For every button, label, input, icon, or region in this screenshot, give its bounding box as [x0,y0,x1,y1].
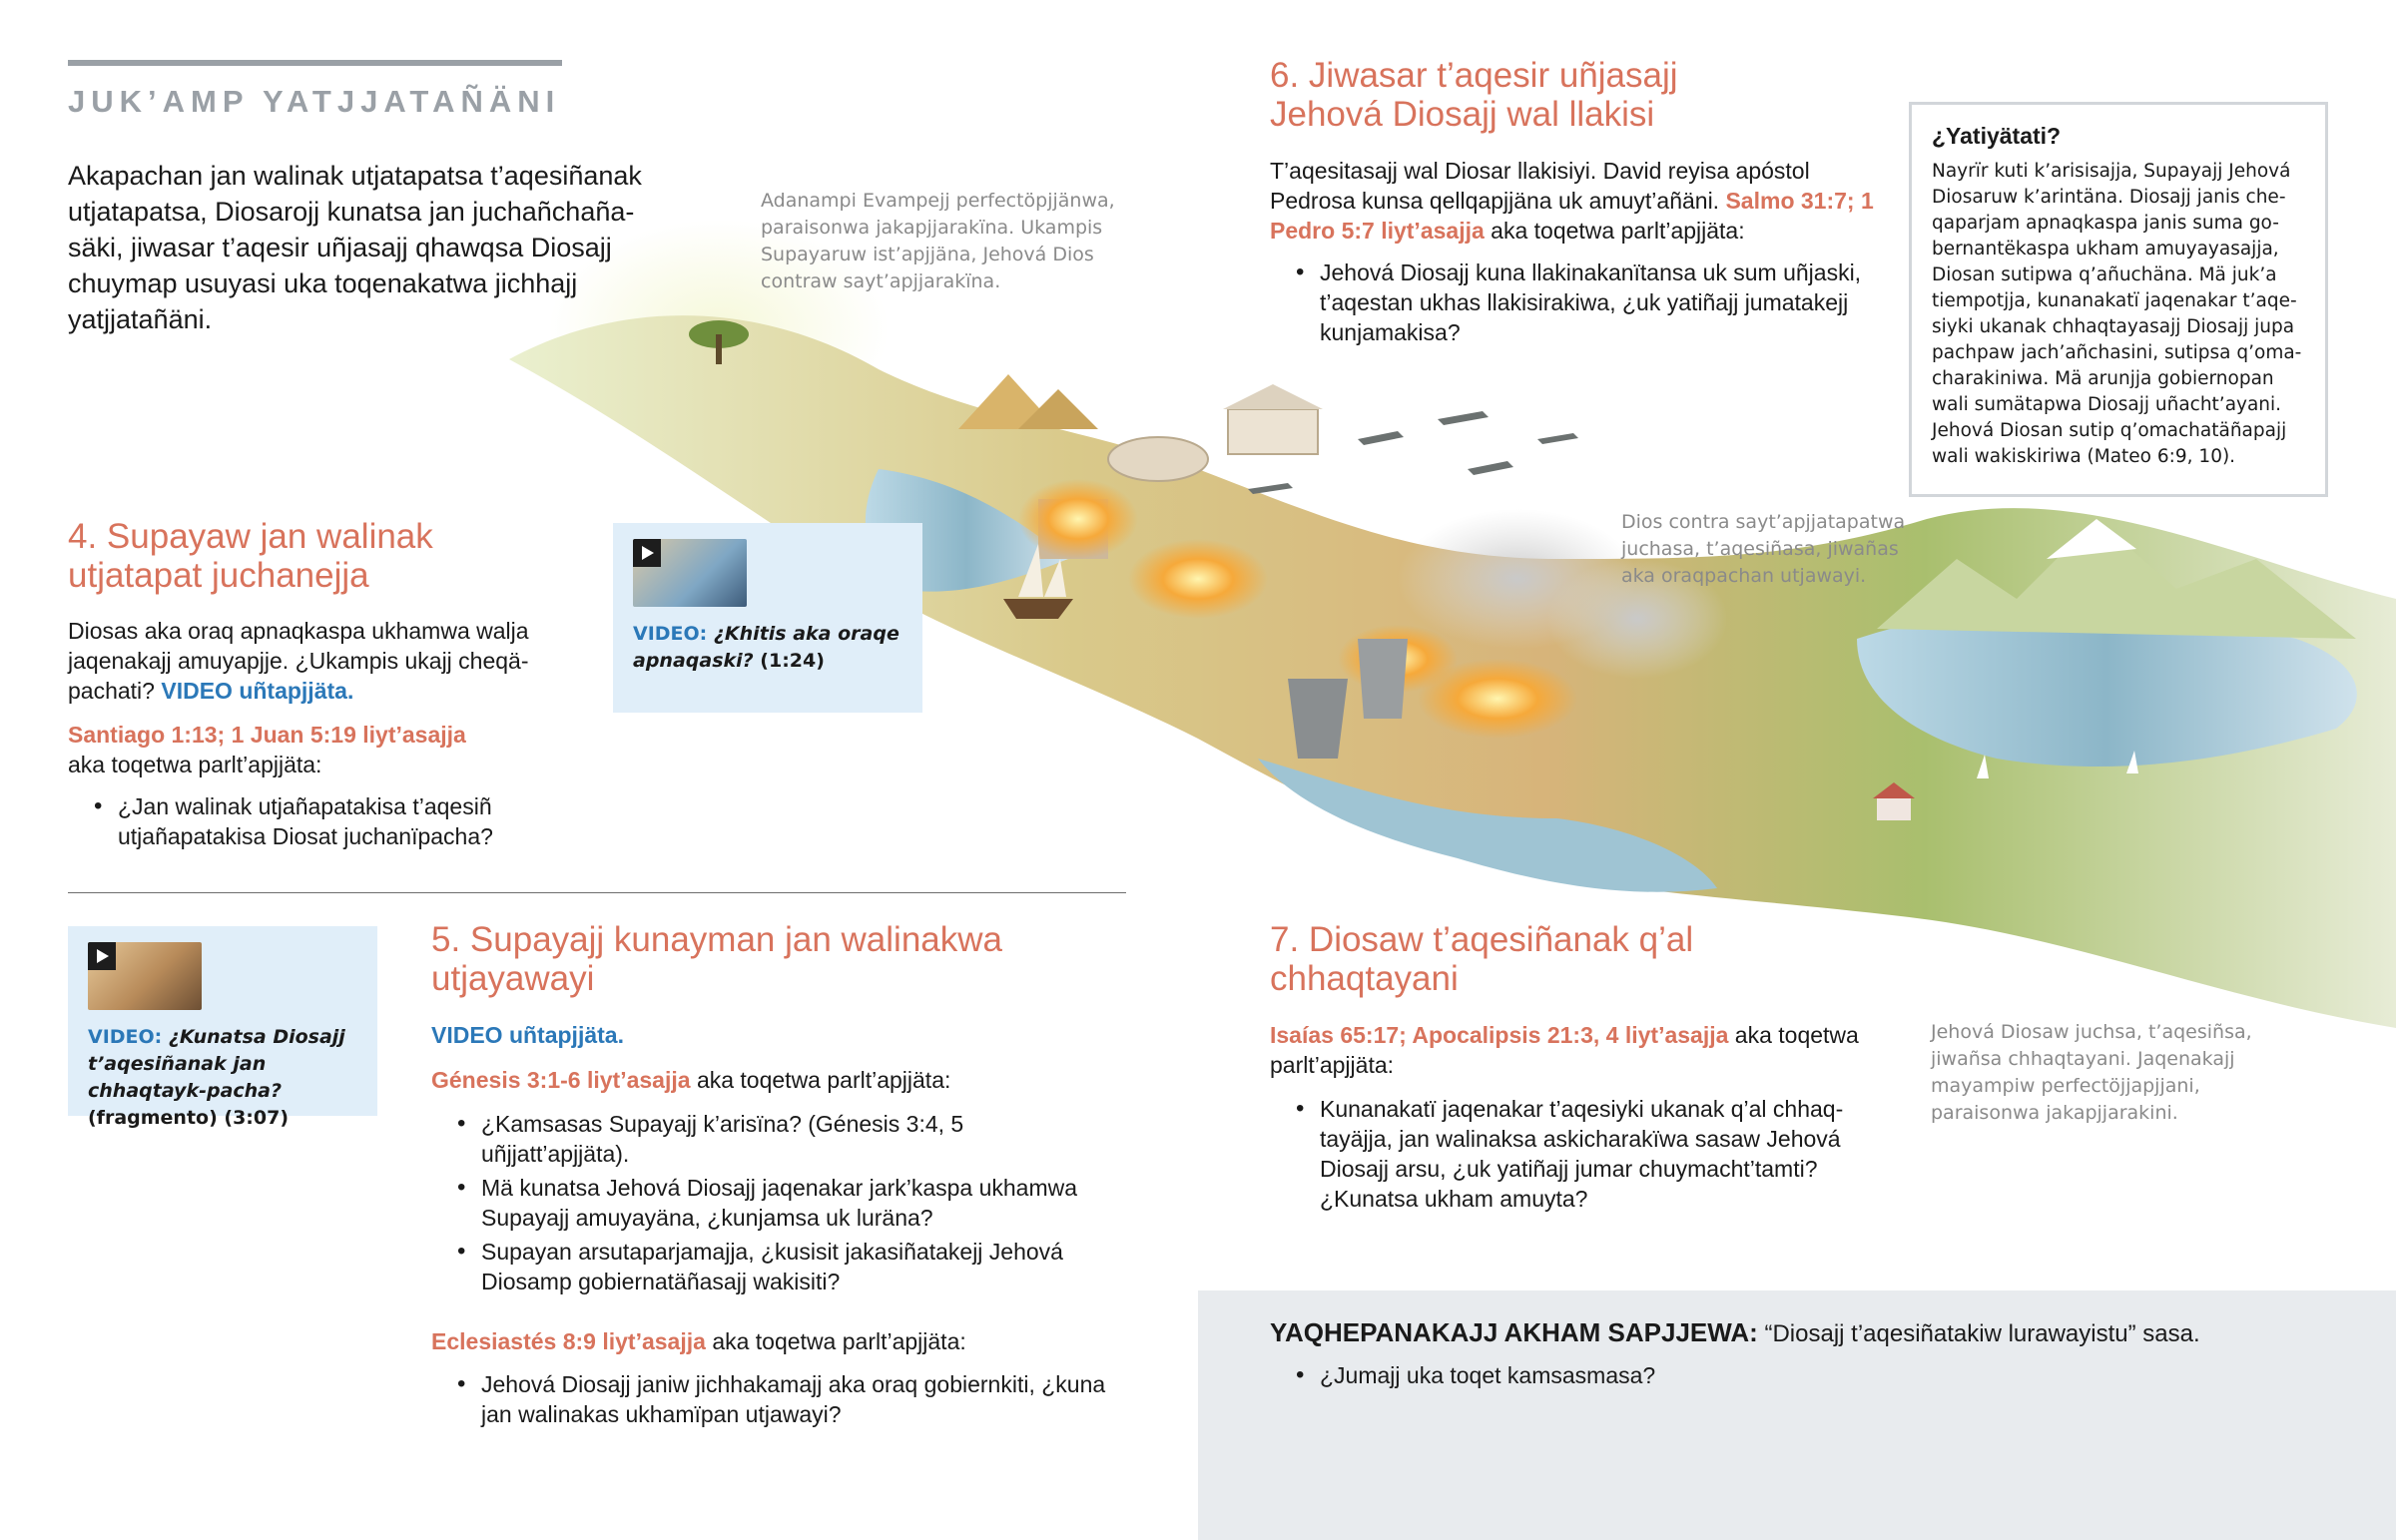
section4-paragraph [68,616,557,706]
video-caption [88,1024,362,1132]
section5-scripture-link-2[interactable]: Eclesiastés 8:9 liyt’asajja [431,1328,706,1354]
section5-reference-1 [431,1065,1070,1095]
section7-bullets [1292,1094,1871,1218]
caption-paradise-future: Jehová Diosaw juchsa, t’aqesiñsa, jiwañsa chhaqtayani. Jaqenakajj mayampiw perfectöjjapjjani, paraisonwa jakapjjarakini. [1931,1021,2252,1124]
section5-reference-2-after: aka toqetwa parlt’apjjäta: [712,1328,966,1354]
section4-reference [68,720,567,779]
sidebar-text: Nayrïr kuti k’arisisajja, Supayajj Jehová Diosaruw k’arintäna. Diosajj janis che-qaparjam apnaqkaspa janis suma go-bernantëkaspa ukham amuyayasajja, Diosan sutipwa q’añuchäna. Mä juk’a tiempotjja, kunanakatï jaqenakar t’aqe-siyki ukanak chhaqtayasajj Diosajj jupa pachpaw jach’añchasini, sutipsa q’oma-charakiniwa. Mä arunjja gobiernopan wali sumätapwa Diosajj uñacht’ayani. Jehová Diosan sutip q’omachatäñapajj wali wakiskiriwa (Mateo 6:9, 10). [1932,161,2302,467]
section6-scripture-link[interactable]: Salmo 31:7; 1 Pedro 5:7 liyt’asajja [1270,188,1874,244]
video-thumbnail[interactable] [88,942,202,1010]
did-you-know-box [1909,102,2328,497]
play-icon[interactable] [88,942,116,970]
section4-heading: 4. Supayaw jan walinak utjatapat juchanejja [68,517,433,595]
list-item: • Jehová Diosajj janiw jichhakamajj aka oraq gobiernkiti, ¿kuna jan walinakas ukhamïpan utjawayi? [453,1369,1112,1429]
video-title: ¿Kunatsa Diosajj t’aqesiñanak jan chhaqtayk-pacha? [88,1026,345,1102]
section5-video-link[interactable]: VIDEO uñtapjjäta. [431,1022,624,1048]
video-extra: (fragmento) [88,1107,218,1129]
page-title: JUK’AMP YATJJATAÑÄNI [68,84,561,119]
section6-bullets [1292,257,1871,351]
section4-video-card[interactable] [613,523,922,713]
list-item: • ¿Jumajj uka toqet kamsasmasa? [1292,1360,2324,1390]
video-label: VIDEO: [633,623,708,645]
some-people-say-line [1270,1316,2324,1350]
section4-reference-after: aka toqetwa parlt’apjjäta: [68,752,322,777]
list-item: • Jehová Diosajj kuna llakinakanïtansa uk sum uñjaski, t’aqestan ukhas llakisirakiwa, ¿uk yatiñajj jumatakejj kunjamakisa? [1292,257,1871,347]
sidebar-title: ¿Yatiyätati? [1932,123,2062,149]
some-people-say-quote: “Diosajj t’aqesiñatakiw lurawayistu” sasa. [1764,1320,2200,1347]
section5-bullets-2 [453,1369,1112,1433]
intro-paragraph: Akapachan jan walinak utjatapatsa t’aqesiñanak utjatapatsa, Diosarojj kunatsa jan juchañchaña-säki, jiwasar t’aqesir uñjasajj qhawqsa Diosajj chuymap usuyasi uka toqenakatwa jichhajj yatjjatañäni. [68,161,642,334]
section5-heading: 5. Supayajj kunayman jan walinakwa utjayawayi [431,920,1002,998]
list-item: • ¿Kamsasas Supayajj k’arisïna? (Génesis 3:4, 5 uñjjatt’apjjäta). [453,1109,1112,1169]
section5-reference-1-after: aka toqetwa parlt’apjjäta: [696,1067,951,1093]
section7-reference [1270,1020,1889,1080]
section7-scripture-link[interactable]: Isaías 65:17; Apocalipsis 21:3, 4 liyt’asajja [1270,1022,1729,1048]
section4-bullets [90,791,559,855]
section5-bullets-1 [453,1109,1112,1300]
list-item: • ¿Jan walinak utjañapatakisa t’aqesiñ utjañapatakisa Diosat juchanïpacha? [90,791,559,851]
some-people-say-bullets [1292,1360,2324,1390]
header-rule [68,60,562,66]
section5-scripture-link-1[interactable]: Génesis 3:1-6 liyt’asajja [431,1067,691,1093]
caption-paradise-start: Adanampi Evampejj perfectöpjjänwa, paraisonwa jakapjjarakïna. Ukampis Supayaruw ist’apjjäna, Jehová Dios contraw sayt’apjjarakïna. [761,190,1115,292]
section6-paragraph-text: T’aqesitasajj wal Diosar llakisiyi. David reyisa apóstol Pedrosa kunsa qellqapjjäna uk amuyt’añäni. [1270,158,1810,214]
section7-heading: 7. Diosaw t’aqesiñanak q’al chhaqtayani [1270,920,1694,998]
video-label: VIDEO: [88,1026,163,1048]
section5-reference-2 [431,1326,1070,1356]
section6-heading: 6. Jiwasar t’aqesir uñjasajj Jehová Diosajj wal llakisi [1270,56,1678,134]
play-icon[interactable] [633,539,661,567]
some-people-say-box [1198,1290,2396,1540]
video-thumbnail[interactable] [633,539,747,607]
video-title: ¿Khitis aka oraqe apnaqaski? [633,623,899,672]
section4-video-link[interactable]: VIDEO uñtapjjäta. [161,678,354,704]
section4-scripture-link[interactable]: Santiago 1:13; 1 Juan 5:19 liyt’asajja [68,722,466,748]
list-item: • Supayan arsutaparjamajja, ¿kusisit jakasiñatakejj Jehová Diosamp gobiernatäñasajj wakisiti? [453,1237,1112,1296]
section6-paragraph [1270,156,1879,246]
caption-world-trouble: Dios contra sayt’apjjatapatwa juchasa, t’aqesiñasa, jiwañas aka oraqpachan utjawayi. [1621,511,1906,587]
section5-video-card[interactable] [68,926,377,1129]
list-item: • Mä kunatsa Jehová Diosajj jaqenakar jark’kaspa ukhamwa Supayajj amuyayäna, ¿kunjamsa uk luräna? [453,1173,1112,1233]
section-divider [68,892,1126,893]
section6-reference-after: aka toqetwa parlt’apjjäta: [1491,218,1745,244]
video-caption [633,621,902,675]
list-item: • Kunanakatï jaqenakar t’aqesiyki ukanak q’al chhaq-tayäjja, jan walinaksa askicharakïwa sasaw Jehová Diosajj arsu, ¿uk yatiñajj jumar chuymacht’tamti? ¿Kunatsa ukham amuyta? [1292,1094,1871,1214]
section4-paragraph-text: Diosas aka oraq apnaqkaspa ukhamwa walja jaqenakajj amuyapjje. ¿Ukampis ukajj cheqä-pachati? [68,618,529,704]
section7-reference-after: aka toqetwa parlt’apjjäta: [1270,1022,1859,1078]
video-duration: (1:24) [760,650,825,672]
video-duration: (3:07) [224,1107,290,1129]
some-people-say-label: YAQHEPANAKAJJ AKHAM SAPJJEWA: [1270,1317,1758,1347]
